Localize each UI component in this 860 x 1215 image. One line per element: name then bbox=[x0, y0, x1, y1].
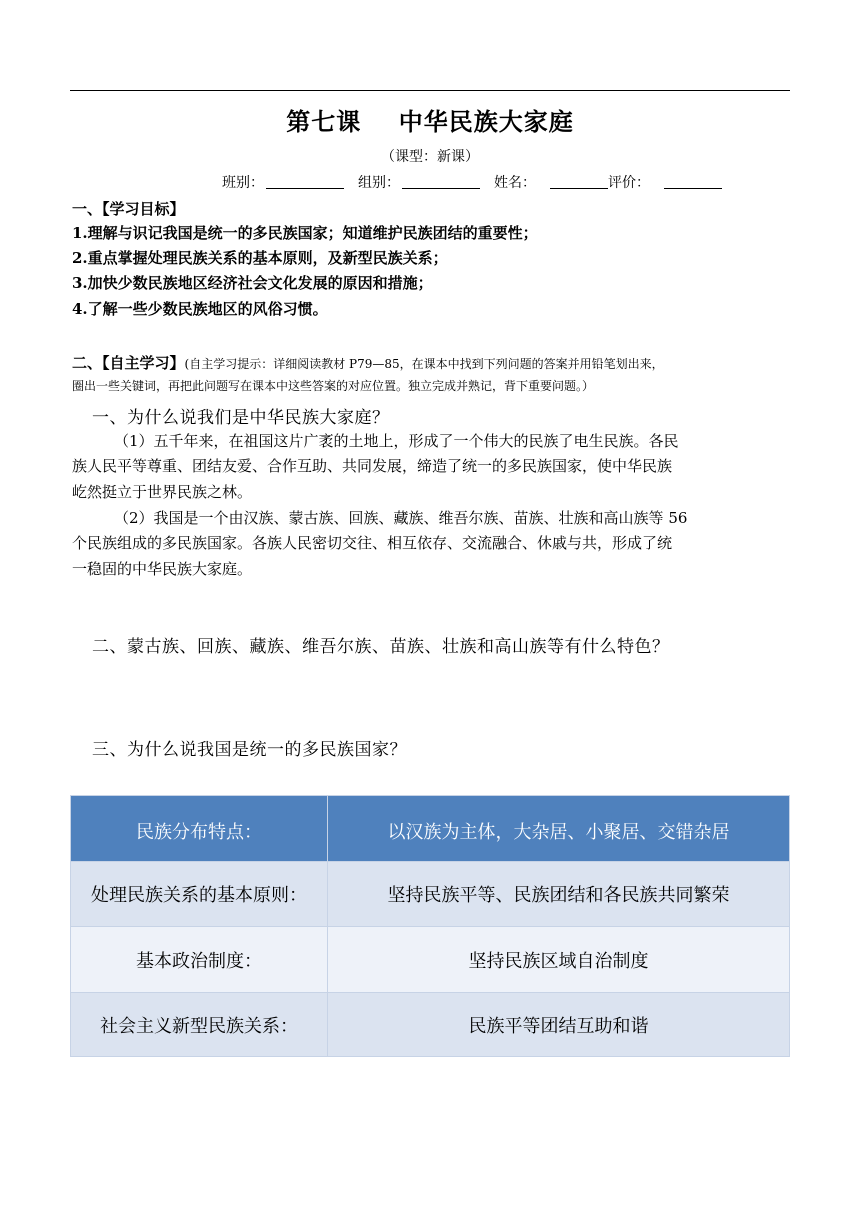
top-rule bbox=[70, 90, 790, 91]
question-2: 二、蒙古族、回族、藏族、维吾尔族、苗族、壮族和高山族等有什么特色？ bbox=[92, 637, 670, 657]
student-info-fields bbox=[222, 172, 722, 192]
page-title: 第七课 中华民族大家庭 bbox=[286, 107, 574, 136]
answer-2-line: 个民族组成的多民族国家。各族人民密切交往、相互依存、交流融合、休戚与共，形成了统 bbox=[72, 534, 673, 552]
table-cell-label: 社会主义新型民族关系： bbox=[71, 993, 328, 1057]
self-study-heading: 二、【自主学习】 bbox=[72, 354, 185, 372]
question-1: 一、为什么说我们是中华民族大家庭？ bbox=[92, 408, 390, 428]
question-3: 三、为什么说我国是统一的多民族国家？ bbox=[92, 740, 407, 760]
name-blank[interactable] bbox=[550, 174, 608, 189]
answer-2-line: （2）我国是一个由汉族、蒙古族、回族、藏族、维吾尔族、苗族、壮族和高山族等 56 bbox=[114, 509, 688, 527]
answer-1-line: 屹然挺立于世界民族之林。 bbox=[72, 483, 253, 501]
table-cell-label: 民族分布特点： bbox=[71, 796, 328, 862]
table-cell-value: 民族平等团结互助和谐 bbox=[328, 993, 790, 1057]
table-cell-label: 处理民族关系的基本原则： bbox=[71, 862, 328, 927]
table-row bbox=[71, 927, 790, 993]
grade-blank[interactable] bbox=[664, 174, 722, 189]
group-label: 组别： bbox=[358, 175, 400, 191]
answer-1-line: （1）五千年来，在祖国这片广袤的土地上，形成了一个伟大的民族了电生民族。各民 bbox=[114, 432, 679, 450]
lesson-type: （课型：新课） bbox=[381, 149, 479, 165]
table-cell-value: 坚持民族平等、民族团结和各民族共同繁荣 bbox=[328, 862, 790, 927]
name-label: 姓名： bbox=[494, 175, 536, 191]
table-row bbox=[71, 993, 790, 1057]
table-cell-value: 坚持民族区域自治制度 bbox=[328, 927, 790, 993]
objective-item: 4.了解一些少数民族地区的风俗习惯。 bbox=[72, 300, 328, 318]
self-study-line bbox=[72, 352, 664, 373]
grade-label: 评价： bbox=[608, 175, 650, 191]
table-row bbox=[71, 796, 790, 862]
self-study-hint: (自主学习提示：详细阅读教材 P79—85，在课本中找到下列问题的答案并用铅笔划出来， bbox=[184, 357, 664, 371]
table-row bbox=[71, 862, 790, 927]
class-blank[interactable] bbox=[266, 174, 344, 189]
section-objectives-heading: 一、【学习目标】 bbox=[72, 200, 185, 218]
table-cell-value: 以汉族为主体，大杂居、小聚居、交错杂居 bbox=[328, 796, 790, 862]
self-study-hint-cont: 圈出一些关键词，再把此问题写在课本中这些答案的对应位置。独立完成并熟记，背下重要问题。） bbox=[72, 379, 595, 393]
ethnic-policy-table bbox=[70, 795, 790, 1057]
objective-item: 1.理解与识记我国是统一的多民族国家；知道维护民族团结的重要性； bbox=[72, 224, 538, 242]
objective-item: 2.重点掌握处理民族关系的基本原则，及新型民族关系； bbox=[72, 249, 448, 267]
answer-2-line: 一稳固的中华民族大家庭。 bbox=[72, 560, 253, 578]
class-label: 班别： bbox=[222, 175, 264, 191]
group-blank[interactable] bbox=[402, 174, 480, 189]
table-cell-label: 基本政治制度： bbox=[71, 927, 328, 993]
answer-1-line: 族人民平等尊重、团结友爱、合作互助、共同发展，缔造了统一的多民族国家，使中华民族 bbox=[72, 457, 673, 475]
objective-item: 3.加快少数民族地区经济社会文化发展的原因和措施； bbox=[72, 274, 433, 292]
